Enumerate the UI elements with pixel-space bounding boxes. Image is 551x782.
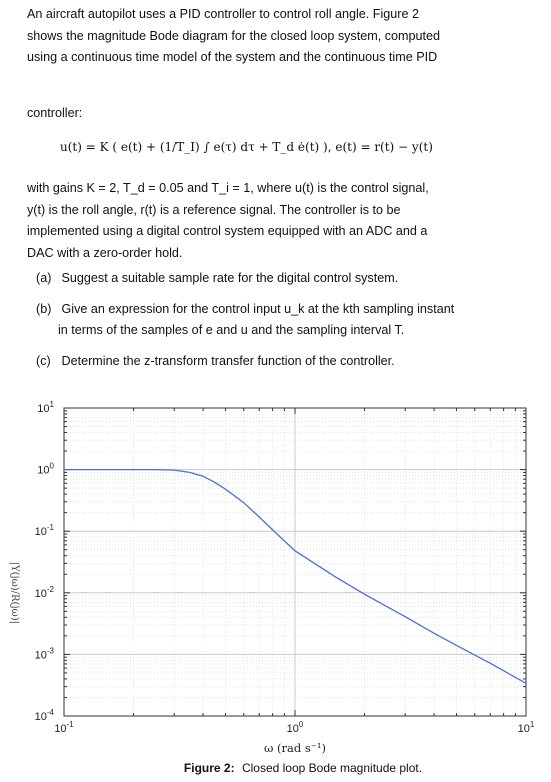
gains-line: y(t) is the roll angle, r(t) is a reference signal. The controller is to be [27,202,401,217]
question-a [36,268,526,289]
intro-line: An aircraft autopilot uses a PID controller to control roll angle. Figure 2 [27,7,419,21]
question-text-cont: in terms of the samples of e and u and the sampling interval T. [58,323,405,337]
y-tick-label: $10^{-1}$ [34,523,54,539]
intro-line: using a continuous time model of the system and the continuous time PID [27,50,438,64]
y-axis-label: |Y(jω)/R(jω)| [9,561,20,624]
question-text: Suggest a suitable sample rate for the digital control system. [61,271,399,285]
question-label: (c) [36,354,51,368]
question-c [36,351,526,372]
intro-line: shows the magnitude Bode diagram for the closed loop system, computed [27,28,441,43]
figure-caption [184,761,422,775]
gains-line: implemented using a digital control system equipped with an ADC and a [27,224,428,238]
intro-paragraph [27,4,527,69]
gains-paragraph [27,178,527,264]
bode-plot-svg [0,390,551,782]
caption-text: Closed loop Bode magnitude plot. [241,761,423,775]
y-tick-label: $10^1$ [37,400,54,415]
controller-label: controller: [27,106,83,120]
y-tick-label: $10^{-3}$ [34,646,54,662]
question-text: Give an expression for the control input u_k at the kth sampling instant [61,302,455,316]
question-list [36,268,526,382]
x-axis-label: ω (rad s⁻¹) [264,741,326,755]
gains-line: DAC with a zero-order hold. [27,245,183,260]
question-text: Determine the z-transform transfer function of the controller. [61,354,395,368]
y-tick-label: $10^{-2}$ [34,584,54,600]
question-label: (a) [36,271,52,285]
question-b [36,299,526,341]
y-tick-label: $10^{-4}$ [34,708,54,723]
gains-line: with gains K = 2, T_d = 0.05 and T_i = 1, where u(t) is the control signal, [27,181,429,195]
pid-equation: u(t) = K ( e(t) + (1/T_I) ∫ e(τ) dτ + T_d ė(t) ), e(t) = r(t) − y(t) [60,140,433,154]
x-tick-label: $10^{-1}$ [54,720,74,735]
plot-background [0,390,551,782]
question-label: (b) [36,302,52,316]
y-tick-label: $10^0$ [37,461,54,477]
bode-plot [0,390,551,782]
x-tick-label: $10^1$ [517,720,535,735]
caption-prefix: Figure 2: [183,761,235,775]
x-tick-label: $10^0$ [286,720,304,735]
